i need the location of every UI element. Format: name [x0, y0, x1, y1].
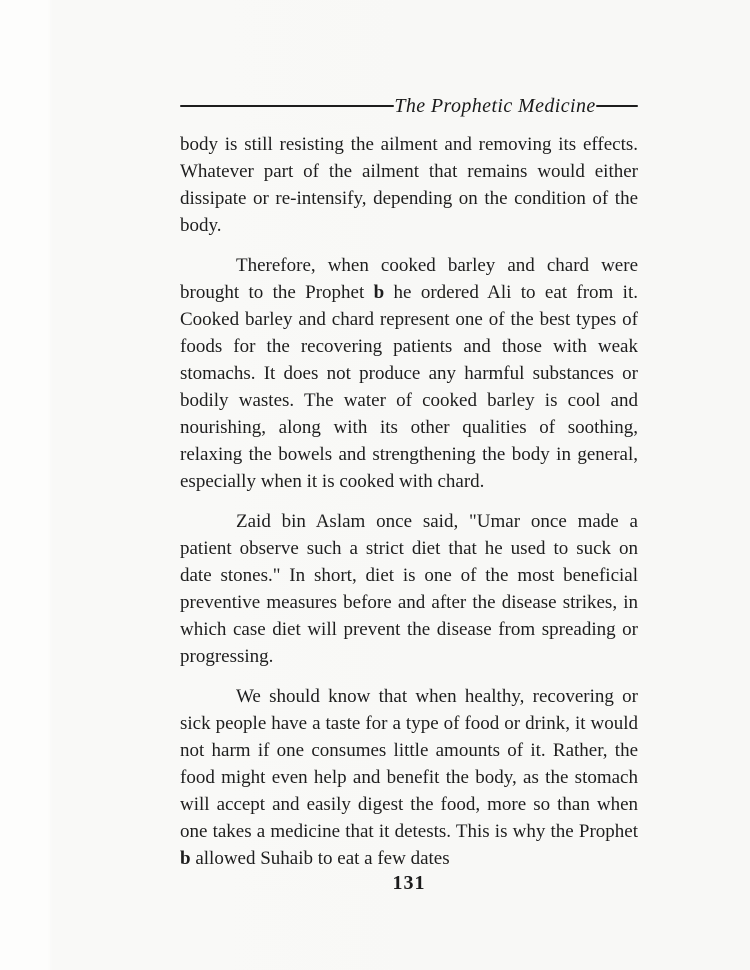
paragraph: Therefore, when cooked barley and chard were brought to the Prophet b he ordered Ali to eat from it. Cooked barley and chard represent one of the best types of foods for the recovering patients and those with weak stomachs. It does not produce any harmful substances or bodily wastes. The water of cooked barley is cool and nourishing, along with its other qualities of soothing, relaxing the bowels and strengthening the body in general, especially when it is cooked with chard.: [180, 255, 638, 492]
paragraph: body is still resisting the ailment and removing its effects. Whatever part of the ailment that remains would either dissipate or re-intensify, depending on the condition of the body.: [180, 134, 638, 236]
paragraph: We should know that when healthy, recovering or sick people have a taste for a type of food or drink, it would not harm if one consumes little amounts of it. Rather, the food might even help and benefit the body, as the stomach will accept and easily digest the food, more so than when one takes a medicine that it detests. This is why the Prophet b allowed Suhaib to eat a few dates: [180, 686, 638, 869]
paragraph: Zaid bin Aslam once said, "Umar once made a patient observe such a strict diet that he used to suck on date stones." In short, diet is one of the most beneficial preventive measures before and after the disease strikes, in which case diet will prevent the disease from spreading or progressing.: [180, 511, 638, 667]
page-number: 131: [392, 872, 426, 894]
header-rule-left: [180, 105, 394, 107]
prophet-honorific-glyph: b: [373, 282, 385, 303]
header-title: The Prophetic Medicine: [394, 94, 596, 117]
running-header: [180, 92, 638, 120]
header-rule-right: [596, 105, 638, 107]
prophet-honorific-glyph: b: [180, 848, 191, 869]
page-body: [180, 131, 638, 872]
